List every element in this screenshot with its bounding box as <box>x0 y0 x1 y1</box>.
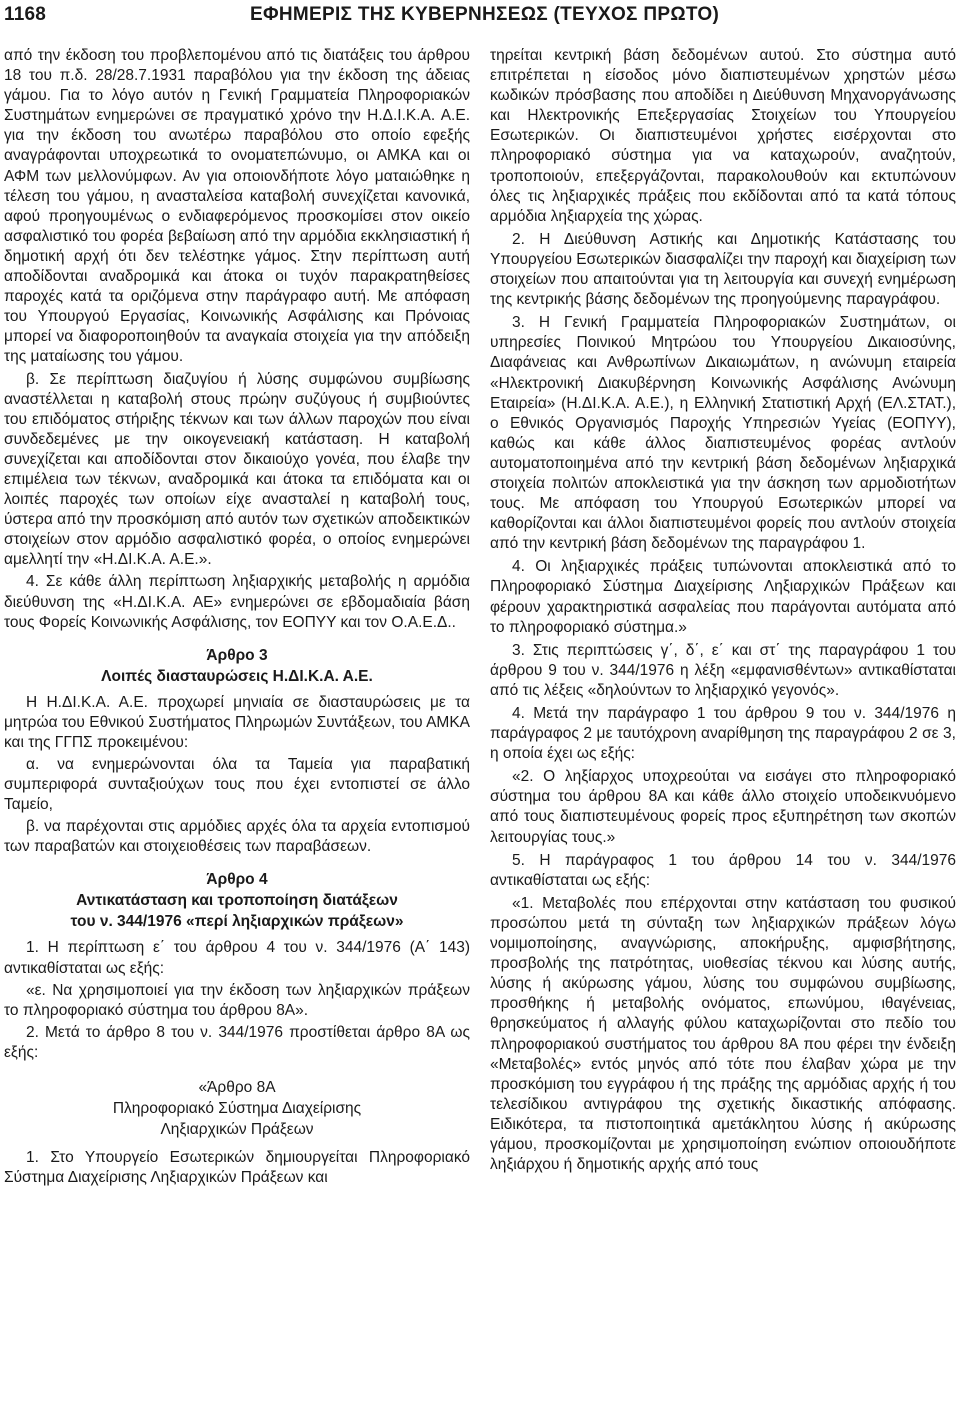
article-4-heading <box>4 869 470 932</box>
article-8a-title: «Άρθρο 8Α <box>198 1079 276 1097</box>
page-header <box>0 0 960 40</box>
paragraph: «ε. Να χρησιμοποιεί για την έκδοση των ληξιαρχικών πράξεων το πληροφοριακό σύστημα του άρθρου 8Α». <box>4 981 470 1019</box>
paragraph: από την έκδοση του προβλεπομένου από τις διατάξεις του άρθρου 18 του π.δ. 28/28.7.1931 παραβόλου για την έκδοση της άδειας γάμου. Για το λόγο αυτόν η Γενική Γραμματεία Πληροφοριακών Συστημάτων ενημερώνει σε πραγματικό χρόνο την Η.Δ.Ι.Κ.Α. Α.Ε. για την έκδοση του ανωτέρω παραβόλου στο οποίο εφεξής αναγράφονται υποχρεωτικά το ονοματεπώνυμο, οι ΑΜΚΑ και οι ΑΦΜ των μελλονύμφων. Αν για οποιονδήποτε λόγο ματαιώθηκε η τέλεση του γάμου, η ανασταλείσα καταβολή συνεχίζεται κανονικά, αφού προηγουμένως ο ενδιαφερόμενος προσκομίσει στον οικείο ασφαλιστικό του φορέα βεβαίωση από την αρμόδια εκκλησιαστική ή δημοτική αρχή ότι δεν τελέστηκε γάμος. Στην περίπτωση αυτή αποδίδονται αναδρομικά και άτοκα οι τυχόν παρακρατηθείσες παροχές κατά τα οριζόμενα στην παράγραφο αυτή. Με απόφαση του Υπουργού Εργασίας, Κοινωνικής Ασφάλισης και Πρόνοιας μπορεί να διαφοροποιηθούν τα αναγκαία στοιχεία για την απόδειξη της ματαίωσης του γάμου. <box>4 47 470 366</box>
article-8a-heading <box>4 1077 470 1140</box>
paragraph: τηρείται κεντρική βάση δεδομένων αυτού. Στο σύστημα αυτό επιτρέπεται η είσοδος μόνο διαπιστευμένων χρηστών μέσω κωδικών πρόσβασης που αποδίδει η Διεύθυνση Μηχανοργάνωσης και Ηλεκτρονικής Επεξεργασίας Στοιχείων του Υπουργείου Εσωτερικών. Οι διαπιστευμένοι χρήστες εισέρχονται στο πληροφοριακό σύστημα για να καταχωρούν, αναζητούν, τροποποιούν, επεξεργάζονται, παρακολουθούν και εκτυπώνουν όλες τις ληξιαρχικές πράξεις που εκδίδονται από τα κατά τόπους αρμόδια ληξιαρχεία της χώρας. <box>490 47 956 225</box>
article-3-title: Άρθρο 3 <box>206 646 268 664</box>
paragraph: 4. Οι ληξιαρχικές πράξεις τυπώνονται αποκλειστικά από το Πληροφοριακό Σύστημα Διαχείρισης Ληξιαρχικών Πράξεων και φέρουν χαρακτηριστικά ασφαλείας που παράγονται αυτόματα από το πληροφοριακό σύστημα.» <box>490 558 956 636</box>
paragraph: Η Η.ΔΙ.Κ.Α. Α.Ε. προχωρεί μηνιαία σε διασταυρώσεις με τα μητρώα του Εθνικού Συστήματος Πληρωμών Συντάξεων, του ΑΜΚΑ και της ΓΓΠΣ προκειμένου: <box>4 693 470 751</box>
left-column <box>4 46 470 1190</box>
paragraph: «1. Μεταβολές που επέρχονται στην κατάσταση του φυσικού προσώπου μετά τη σύνταξη των ληξιαρχικών πράξεων λόγω νομιμοποίησης, αναγνώρισης, αποκήρυξης, αμφισβήτησης, προσβολής της πατρότητας, υιοθεσίας τέκνου και λύσης αυτής, λύσης ή ακύρωσης γάμου, λύσης του συμφώνου συμβίωσης, προσθήκης ή μεταβολής ονόματος, επωνύμου, ιθαγένειας, θρησκεύματος ή αλλαγής φύλου καταχωρίζονται στο πεδίο του πληροφοριακού συστήματος του άρθρου 8Α που φέρει την ένδειξη «Μεταβολές» εντός μηνός από τότε που έλαβαν χώρα με την προσκόμιση του εγγράφου ή της πράξης της αρμόδιας αρχής ή του τελεσίδικου αντιγράφου της σχετικής δικαστικής απόφασης. Ειδικότερα, τα πιστοποιητικά αμετάκλητου λύσης ή ακύρωσης γάμου, προσκομίζονται με χρησιμοποίηση ενώπιον οποιουδήποτε ληξιάρχου ή δημοτικής αρχής από τους <box>490 894 956 1174</box>
paragraph: α. να ενημερώνονται όλα τα Ταμεία για παραβατική συμπεριφορά συνταξιούχων τους που έχει εντοπιστεί σε άλλο Ταμείο, <box>4 756 470 814</box>
paragraph: 5. Η παράγραφος 1 του άρθρου 14 του ν. 344/1976 αντικαθίσταται ως εξής: <box>490 851 956 889</box>
article-4-subtitle-2: του ν. 344/1976 «περί ληξιαρχικών πράξεων» <box>70 913 404 931</box>
paragraph: 2. Μετά το άρθρο 8 του ν. 344/1976 προστίθεται άρθρο 8Α ως εξής: <box>4 1023 470 1061</box>
paragraph: 1. Η περίπτωση ε΄ του άρθρου 4 του ν. 344/1976 (Α΄ 143) αντικαθίσταται ως εξής: <box>4 939 470 977</box>
article-8a-subtitle-2: Ληξιαρχικών Πράξεων <box>160 1121 314 1139</box>
article-8a-subtitle-1: Πληροφοριακό Σύστημα Διαχείρισης <box>112 1100 362 1118</box>
paragraph: 3. Η Γενική Γραμματεία Πληροφοριακών Συστημάτων, οι υπηρεσίες Ποινικού Μητρώου του Υπουργείου Δικαιοσύνης, Διαφάνειας και Ανθρωπίνων Δικαιωμάτων, η ανώνυμη εταιρεία «Ηλεκτρονική Διακυβέρνηση Κοινωνικής Ασφάλισης Ανώνυμη Εταιρεία» (Η.ΔΙ.Κ.Α. Α.Ε.), η Ελληνική Στατιστική Αρχή (ΕΛ.ΣΤΑΤ.), ο Εθνικός Οργανισμός Παροχής Υπηρεσιών Υγείας (ΕΟΠΥΥ), καθώς και κάθε άλλος διαπιστευμένος φορέας αντλούν αυτοματοποιημένα από την κεντρική βάση δεδομένων ληξιαρχικά στοιχεία πολιτών αποκλειστικά για την άσκηση των αρμοδιοτήτων τους. Με απόφαση του Υπουργού Εσωτερικών μπορεί να καθορίζονται και άλλοι διαπιστευμένοι φορείς που αντλούν στοιχεία από την κεντρική βάση δεδομένων της παραγράφου 1. <box>490 314 956 553</box>
article-3-subtitle: Λοιπές διασταυρώσεις Η.ΔΙ.Κ.Α. Α.Ε. <box>101 667 373 685</box>
gazette-title: ΕΦΗΜΕΡΙΣ ΤΗΣ ΚΥΒΕΡΝΗΣΕΩΣ (ΤΕΥΧΟΣ ΠΡΩΤΟ) <box>250 4 720 25</box>
paragraph: 4. Σε κάθε άλλη περίπτωση ληξιαρχικής μεταβολής η αρμόδια διεύθυνση της «Η.ΔΙ.Κ.Α. ΑΕ» ενημερώνει σε εβδομαδιαία βάση τους Φορείς Κοινωνικής Ασφάλισης, τον ΕΟΠΥΥ και τον Ο.Α.Ε.Δ.. <box>4 573 470 631</box>
paragraph: 1. Στο Υπουργείο Εσωτερικών δημιουργείται Πληροφοριακό Σύστημα Διαχείρισης Ληξιαρχικών Πράξεων και <box>4 1149 470 1187</box>
right-column <box>490 46 956 1178</box>
paragraph: β. Σε περίπτωση διαζυγίου ή λύσης συμφώνου συμβίωσης αναστέλλεται η καταβολή στους πρώην συζύγους ή συμβιούντες του επιδόματος στήριξης τέκνων και των άλλων παροχών που είναι συνδεδεμένες με την οικογενειακή κατάσταση. Η καταβολή συνεχίζεται και αποδίδονται στον δικαιούχο γονέα, που έλαβε την επιμέλεια των τέκνων, αναδρομικά και άτοκα τα επιδόματα και οι λοιπές παροχές των οποίων είχε ανασταλεί η καταβολή τους, ύστερα από την προσκόμιση από αυτόν των σχετικών αποδεικτικών στοιχείων στον αρμόδιο ασφαλιστικό φορέα, ο οποίος ενημερώνει αμελλητί την «Η.ΔΙ.Κ.Α. Α.Ε.». <box>4 370 470 569</box>
paragraph: 4. Μετά την παράγραφο 1 του άρθρου 9 του ν. 344/1976 η παράγραφος 2 με ταυτόχρονη αναρίθμηση της παραγράφου 2 σε 3, η οποία έχει ως εξής: <box>490 705 956 763</box>
article-4-title: Άρθρο 4 <box>206 871 268 889</box>
article-4-subtitle-1: Αντικατάσταση και τροποποίηση διατάξεων <box>76 892 398 910</box>
paragraph: 3. Στις περιπτώσεις γ΄, δ΄, ε΄ και στ΄ της παραγράφου 1 του άρθρου 9 του ν. 344/1976 η λέξη «εμφανισθέντων» αντικαθίσταται από τις λέξεις «δηλούντων το ληξιαρχικό γεγονός». <box>490 641 956 699</box>
article-3-heading <box>4 645 470 687</box>
paragraph: «2. Ο ληξίαρχος υποχρεούται να εισάγει στο πληροφοριακό σύστημα του άρθρου 8Α και κάθε άλλο στοιχείο υποδεικνυόμενο από τους διαπιστευμένους φορείς προς εξυπηρέτηση των σκοπών λειτουργίας τους.» <box>490 768 956 846</box>
page-number: 1168 <box>4 4 47 25</box>
paragraph: 2. Η Διεύθυνση Αστικής και Δημοτικής Κατάστασης του Υπουργείου Εσωτερικών διασφαλίζει την παροχή και διαχείριση των στοιχείων που απαιτούνται για τη λειτουργία και συνεχή ενημέρωση της κεντρικής βάσης δεδομένων της προηγούμενης παραγράφου. <box>490 230 956 309</box>
paragraph: β. να παρέχονται στις αρμόδιες αρχές όλα τα αρχεία εντοπισμού των παραβατών και στοιχειοθέσεις των παραβάσεων. <box>4 818 470 856</box>
